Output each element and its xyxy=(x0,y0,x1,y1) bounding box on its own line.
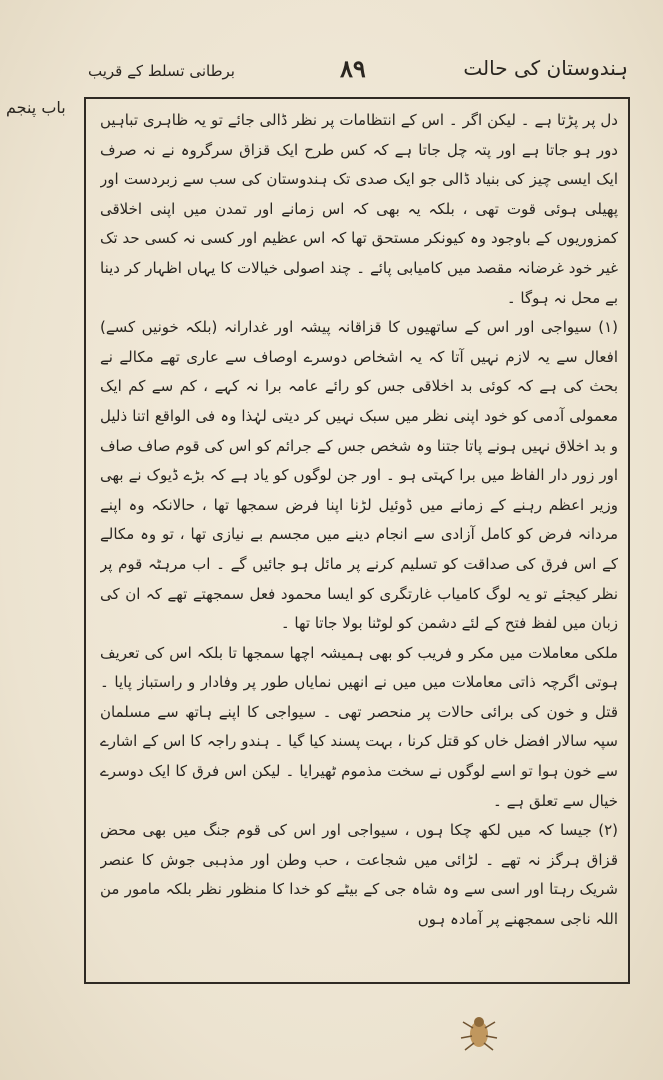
page-number: ۸۹ xyxy=(340,54,366,83)
chapter-title: ہندوستان کی حالت xyxy=(463,56,628,80)
page-header xyxy=(88,54,628,92)
chapter-side-label: باب پنجم xyxy=(6,98,66,117)
body-text xyxy=(100,106,618,974)
insect-stain xyxy=(455,1008,503,1056)
paragraph: (۱) سیواجی اور اس کے ساتھیوں کا قزاقانہ پیشہ اور غدارانہ (بلکہ خونیں کسے) افعال سے یہ لازم نہیں آتا کہ یہ اشخاص دوسرے اوصاف سے عاری تھے مکالے نے بحث کی ہے کہ کوئی بد اخلاقی جس کو رائے عامہ برا نہ کہے ، کم سے کم ایک معمولی آدمی کو خود اپنی نظر میں سبک نہیں کر دیتی لہٰذا وہ فی الواقع اتنا ذلیل و بد اخلاق نہیں ہونے پاتا جتنا وہ شخص جس کے جرائم کو اس کی قوم صاف صاف اور زور دار الفاظ میں برا کہتی ہو ۔ اور جن لوگوں کو یاد ہے کہ بڑے ڈیوک نے بھی وزیر اعظم رہنے کے زمانے میں ڈوئیل لڑنا اپنا فرض سمجھا تھا ، حالانکہ وہ اپنے مردانہ فرض کو کامل آزادی سے انجام دینے میں مجسم بے نیازی تھا ، تو وہ مکالے کے اس فرق کی صداقت کو تسلیم کرنے پر مائل ہو جائیں گے ۔ اب مرہٹہ قوم پر نظر کیجئے تو یہ لوگ کامیاب غارتگری کو ایسا محمود فعل سمجھتے تھے کہ ان کی زبان میں لفظ فتح کے لئے دشمن کو لوٹنا بولا جاتا تھا ۔ xyxy=(100,318,618,633)
paragraph: (۲) جیسا کہ میں لکھ چکا ہوں ، سیواجی اور اس کی قوم جنگ میں بھی محض قزاق ہرگز نہ تھے ۔ لڑائی میں شجاعت ، حب وطن اور مذہبی جوش کا عنصر شریک رہتا اور اسی سے وہ شاہ جی کے بیٹے کو خدا کا منظور نظر بلکہ مامور من اللہ ناجی سمجھنے پر آمادہ ہوں xyxy=(100,821,618,929)
running-head: برطانی تسلط کے قریب xyxy=(88,62,235,80)
paragraph: دل پر پڑتا ہے ۔ لیکن اگر ۔ اس کے انتظامات پر نظر ڈالی جائے تو یہ ظاہری تباہیں دور ہو جاتا ہے اور پتہ چل جاتا ہے کہ کس طرح ایک قزاق سرگروہ نے نہ صرف ایک ایسی چیز کی بنیاد ڈالی جو ایک صدی تک ہندوستان کی سب سے زبردست اور پھیلی ہوئی قوت تھی ، بلکہ یہ بھی کہ اس زمانے اور تمدن میں اپنی اخلاقی کمزوریوں کے باوجود وہ کیونکر مستحق تھا کہ اس عظیم اور کسی نہ کسی حد تک غیر خود غرضانہ مقصد میں کامیابی پائے ۔ چند اصولی خیالات کا یہاں اظہار کر دینا بے محل نہ ہوگا ۔ xyxy=(100,111,618,307)
paragraph: ملکی معاملات میں مکر و فریب کو بھی ہمیشہ اچھا سمجھا تا بلکہ اس کی تعریف ہوتی اگرچہ ذاتی معاملات میں میں نے انھیں نمایاں طور پر وفادار و راستباز پایا ۔ قتل و خون کی برائی حالات پر منحصر تھی ۔ سیواجی کا اپنے ہاتھ سے مسلمان سپہ سالار افضل خاں کو قتل کرنا ، بہت پسند کیا گیا ۔ ہندو راجہ کا اس کے اشارے سے خون ہوا تو اسے لوگوں نے سخت مذموم ٹھیرایا ۔ لیکن اس فرق کا ایک دوسرے خیال سے تعلق ہے ۔ xyxy=(100,643,618,810)
